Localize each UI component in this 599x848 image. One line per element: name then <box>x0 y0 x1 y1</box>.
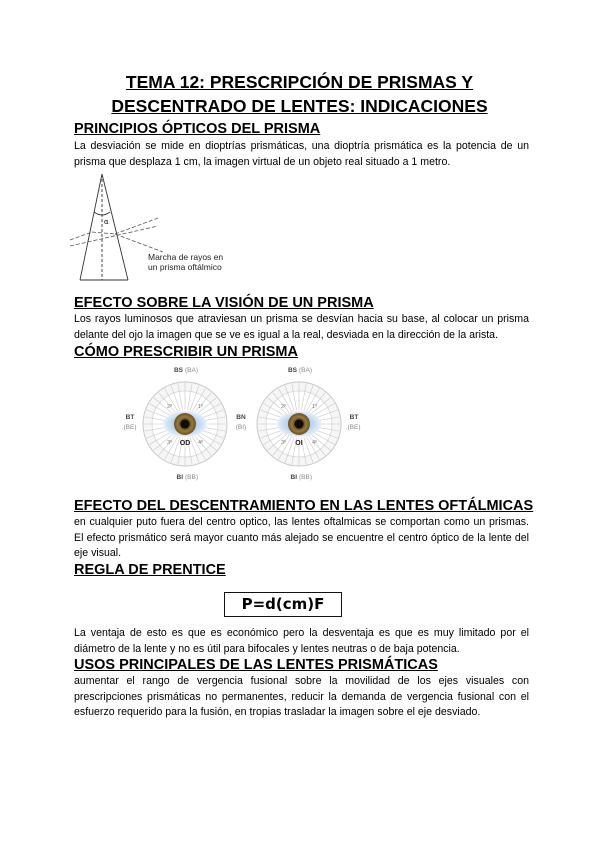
od-center-label: OD <box>179 440 191 447</box>
oi-label-right-alt: (BE) <box>347 424 361 431</box>
prentice-formula-box: P=d(cm)F <box>224 592 342 617</box>
eye-diagram-oi <box>257 367 361 481</box>
oi-label-bottom-alt: (BB) <box>299 474 312 481</box>
oi-quadrant-1: 1º <box>312 404 318 410</box>
oi-quadrant-4: 4º <box>312 440 318 446</box>
oi-label-right: BT <box>349 414 359 421</box>
od-quadrant-2: 2º <box>167 404 173 410</box>
apex-angle-label: α <box>104 218 109 226</box>
prism-ray-diagram <box>68 170 238 285</box>
tabo-eye-diagrams <box>118 362 368 486</box>
middle-label-bn-alt: (BI) <box>235 424 247 431</box>
od-quadrant-3: 3º <box>167 440 173 446</box>
heading-principios-opticos: PRINCIPIOS ÓPTICOS DEL PRISMA <box>74 121 321 137</box>
heading-como-prescribir: CÓMO PRESCRIBIR UN PRISMA <box>74 344 298 360</box>
heading-efecto-vision: EFECTO SOBRE LA VISIÓN DE UN PRISMA <box>74 295 374 311</box>
paragraph-regla-prentice: La ventaja de esto es que es económico pero la desventaja es que es muy limitado por el diámetro de la lente y no es útil para bifocales y lentes neutras o de baja potencia. <box>74 627 529 655</box>
oi-quadrant-2: 2º <box>281 404 287 410</box>
emergent-ray <box>115 234 163 252</box>
paragraph-descentramiento: en cualquier puto fuera del centro optico, las lentes oftalmicas se comportan como un prismas. El efecto prismático será mayor cuanto más alejado se encuentre el centro óptico de la lente del eje visual. <box>74 516 529 559</box>
normal-line <box>70 226 158 246</box>
heading-descentramiento: EFECTO DEL DESCENTRAMIENTO EN LAS LENTES OFTÁLMICAS <box>74 498 534 514</box>
prism-caption-line-1: Marcha de rayos en <box>148 252 224 262</box>
middle-label-bn: BN <box>236 414 246 421</box>
paragraph-principios-opticos: La desviación se mide en dioptrías prismáticas, una dioptría prismática es la potencia de un prisma que desplaza 1 cm, la imagen virtual de un objeto real situado a 1 metro. <box>74 140 529 168</box>
heading-regla-prentice: REGLA DE PRENTICE <box>74 562 226 578</box>
od-pupil <box>181 420 190 429</box>
prism-caption-line-2: un prisma oftálmico <box>148 262 222 272</box>
od-label-top: BS <box>173 367 183 374</box>
paragraph-usos-principales: aumentar el rango de vergencia fusional sobre la movilidad de los ejes visuales con prescripciones prismáticas no permanentes, reducir la demanda de vergencia fusional con el esfuerzo requerido para la fusión, en tropias trasladar la imagen sobre el eje desviado. <box>74 675 529 718</box>
virtual-ray-extension <box>115 218 158 234</box>
page-title-line-2: DESCENTRADO DE LENTES: INDICACIONES <box>111 96 488 116</box>
refracted-ray <box>92 232 115 234</box>
oi-center-label: OI <box>295 440 303 447</box>
od-quadrant-1: 1º <box>198 404 204 410</box>
od-quadrant-4: 4º <box>198 440 204 446</box>
apex-angle-arc <box>94 212 110 215</box>
oi-pupil <box>295 420 304 429</box>
eye-diagram-od <box>124 367 228 481</box>
oi-quadrant-3: 3º <box>281 440 287 446</box>
od-label-top-alt: (BA) <box>185 367 198 374</box>
heading-usos-principales: USOS PRINCIPALES DE LAS LENTES PRISMÁTICAS <box>74 657 438 673</box>
oi-label-top: BS <box>287 367 297 374</box>
od-label-bottom-alt: (BB) <box>185 474 198 481</box>
prism-right-edge <box>102 174 128 280</box>
oi-label-top-alt: (BA) <box>299 367 312 374</box>
prism-left-edge <box>80 174 102 280</box>
od-label-bottom: BI <box>176 474 183 481</box>
oi-label-bottom: BI <box>290 474 297 481</box>
od-label-left-alt: (BE) <box>123 424 137 431</box>
od-label-left: BT <box>125 414 135 421</box>
paragraph-efecto-vision: Los rayos luminosos que atraviesan un prisma se desvían hacia su base, al colocar un prisma delante del ojo la imagen que se ve es igual a la real, desviada en la dirección de la arista. <box>74 313 529 341</box>
page-title-line-1: TEMA 12: PRESCRIPCIÓN DE PRISMAS Y <box>125 72 474 92</box>
